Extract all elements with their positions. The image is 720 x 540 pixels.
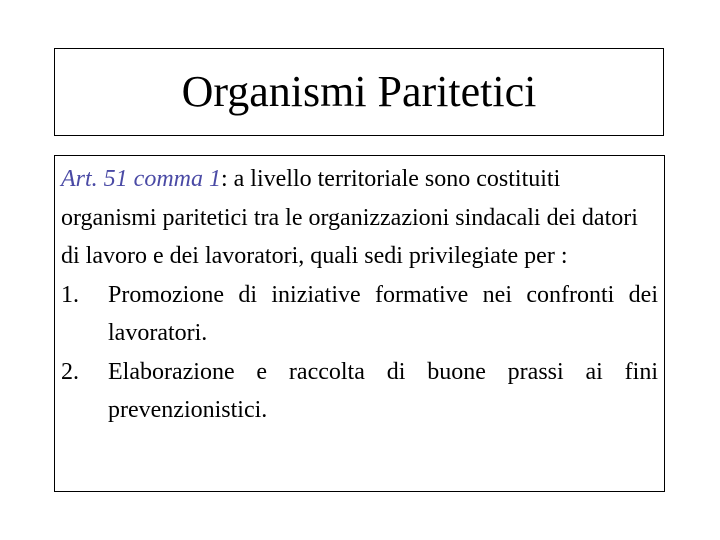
list-item-number: 1. (61, 281, 79, 308)
article-reference: Art. 51 comma 1 (61, 166, 221, 192)
content-box (54, 155, 665, 492)
list-item (61, 276, 658, 353)
list-item-text: Promozione di iniziative formative nei confronti dei lavoratori. (108, 281, 658, 346)
slide-title: Organismi Paritetici (181, 67, 537, 116)
points-list (61, 276, 658, 430)
reference-colon: : (220, 166, 228, 192)
intro-text: a livello territoriale sono costituiti organismi paritetici tra le organizzazioni sindacali dei datori di lavoro e dei lavoratori, quali sedi privilegiate per : (61, 166, 638, 269)
list-item-number: 2. (61, 358, 79, 385)
intro-paragraph (61, 160, 658, 276)
list-item (61, 353, 658, 430)
list-item-text: Elaborazione e raccolta di buone prassi ai fini prevenzionistici. (108, 358, 658, 423)
title-box (54, 48, 664, 136)
